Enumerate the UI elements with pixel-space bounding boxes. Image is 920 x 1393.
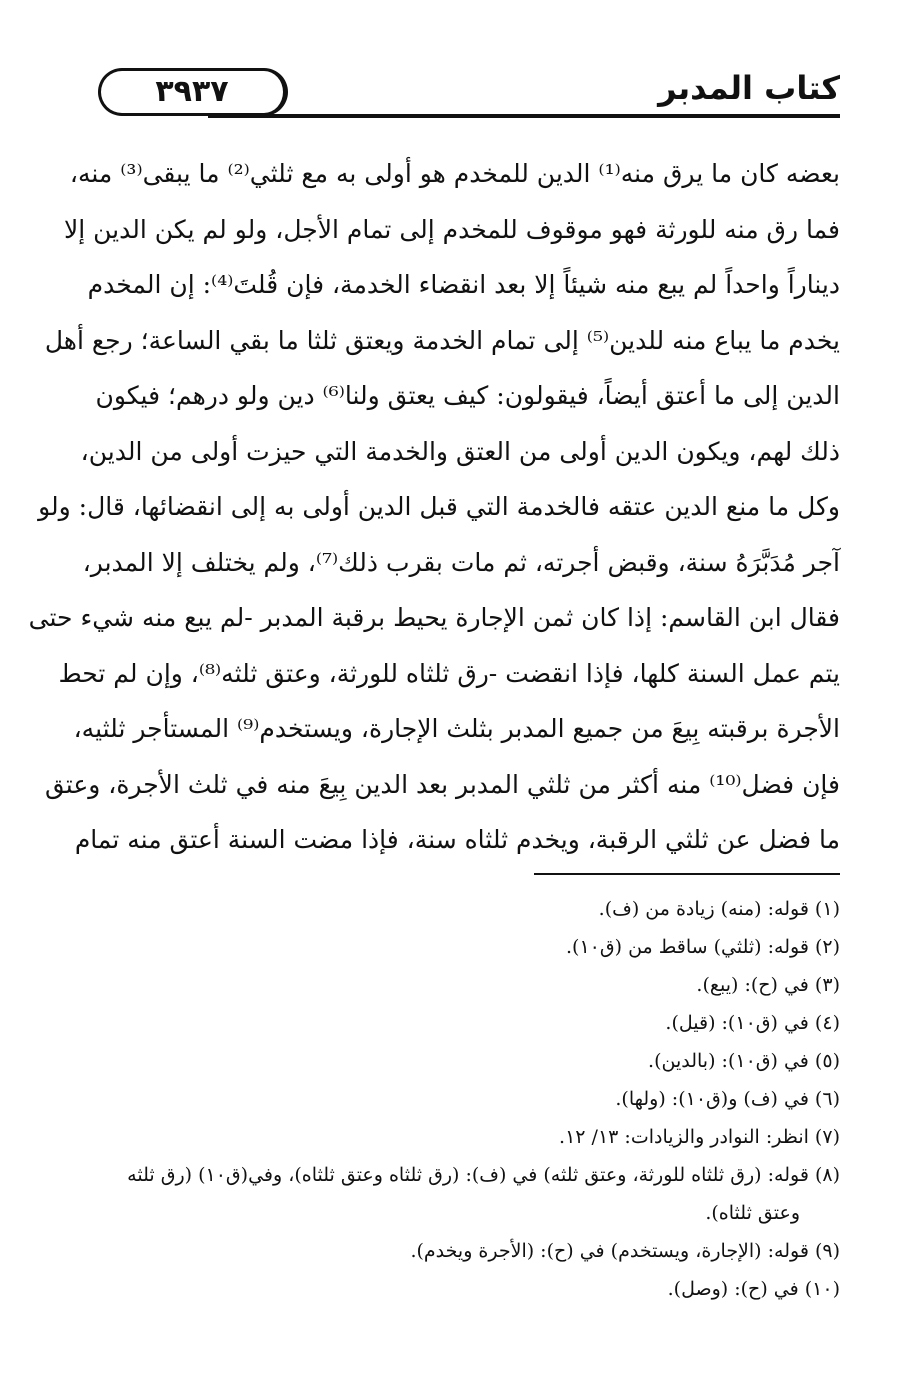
footnote: (١) قوله: (منه) زيادة من (ف). <box>598 898 840 920</box>
footnote-separator <box>534 873 840 875</box>
body-line: وكل ما منع الدين عتقه فالخدمة التي قبل الدين أولى به إلى انقضائها، قال: ولو <box>38 492 840 521</box>
body-line: ذلك لهم، ويكون الدين أولى من العتق والخدمة التي حيزت أولى من الدين، <box>80 436 840 466</box>
page-number-frame <box>98 68 288 116</box>
body-line: ما فضل عن ثلثي الرقبة، ويخدم ثلثاه سنة، فإذا مضت السنة أعتق منه تمام <box>74 825 840 854</box>
footnote-continuation: وعتق ثلثاه). <box>705 1202 800 1224</box>
footnotes <box>80 890 840 1308</box>
body-line: الدين إلى ما أعتق أيضاً، فيقولون: كيف يعتق ولنا⁽⁶⁾ دين ولو درهم؛ فيكون <box>95 381 840 410</box>
footnote: (٤) في (ق١٠): (قيل). <box>665 1012 840 1034</box>
body-text <box>28 146 840 868</box>
footnote: (٧) انظر: النوادر والزيادات: ١٣/ ١٢. <box>559 1126 840 1148</box>
footnote: (٣) في (ح): (يبع). <box>696 974 840 996</box>
page-number: ٣٩٣٧ <box>155 74 229 109</box>
body-line: بعضه كان ما يرق منه⁽¹⁾ الدين للمخدم هو أولى به مع ثلثي⁽²⁾ ما يبقى⁽³⁾ منه، <box>69 159 840 188</box>
header-rule <box>208 114 840 118</box>
footnote: (٥) في (ق١٠): (بالدين). <box>648 1050 840 1072</box>
body-line: فقال ابن القاسم: إذا كان ثمن الإجارة يحيط برقبة المدبر -لم يبع منه شيء حتى <box>28 603 840 632</box>
body-line: فما رق منه للورثة فهو موقوف للمخدم إلى تمام الأجل، ولو لم يكن الدين إلا <box>64 214 840 244</box>
footnote: (٢) قوله: (ثلثي) ساقط من (ق١٠). <box>566 936 840 958</box>
body-line: الأجرة برقبته بِيعَ من جميع المدبر بثلث الإجارة، ويستخدم⁽⁹⁾ المستأجر ثلثيه، <box>73 714 840 743</box>
footnote: (٩) قوله: (الإجارة، ويستخدم) في (ح): (الأجرة ويخدم). <box>410 1240 840 1262</box>
page-header <box>88 64 840 124</box>
book-title: كتاب المدبر <box>658 69 840 107</box>
body-line: آجر مُدَبَّرَهُ سنة، وقبض أجرته، ثم مات بقرب ذلك⁽⁷⁾، ولم يختلف إلا المدبر، <box>82 547 840 577</box>
body-line: يخدم ما يباع منه للدين⁽⁵⁾ إلى تمام الخدمة ويعتق ثلثا ما بقي الساعة؛ رجع أهل <box>44 325 840 355</box>
footnote: (٦) في (ف) و(ق١٠): (ولها). <box>615 1088 840 1110</box>
footnote: (١٠) في (ح): (وصل). <box>667 1278 840 1300</box>
footnote: (٨) قوله: (رق ثلثاه للورثة، وعتق ثلثه) في (ف): (رق ثلثاه وعتق ثلثاه)، وفي(ق١٠) (رق ثلثه <box>127 1164 840 1186</box>
body-line: ديناراً واحداً لم يبع منه شيئاً إلا بعد انقضاء الخدمة، فإن قُلتَ⁽⁴⁾: إن المخدم <box>87 270 840 299</box>
body-line: فإن فضل⁽¹⁰⁾ منه أكثر من ثلثي المدبر بعد الدين بِيعَ منه في ثلث الأجرة، وعتق <box>44 769 840 799</box>
body-line: يتم عمل السنة كلها، فإذا انقضت -رق ثلثاه للورثة، وعتق ثلثه⁽⁸⁾، وإن لم تحط <box>58 658 840 688</box>
